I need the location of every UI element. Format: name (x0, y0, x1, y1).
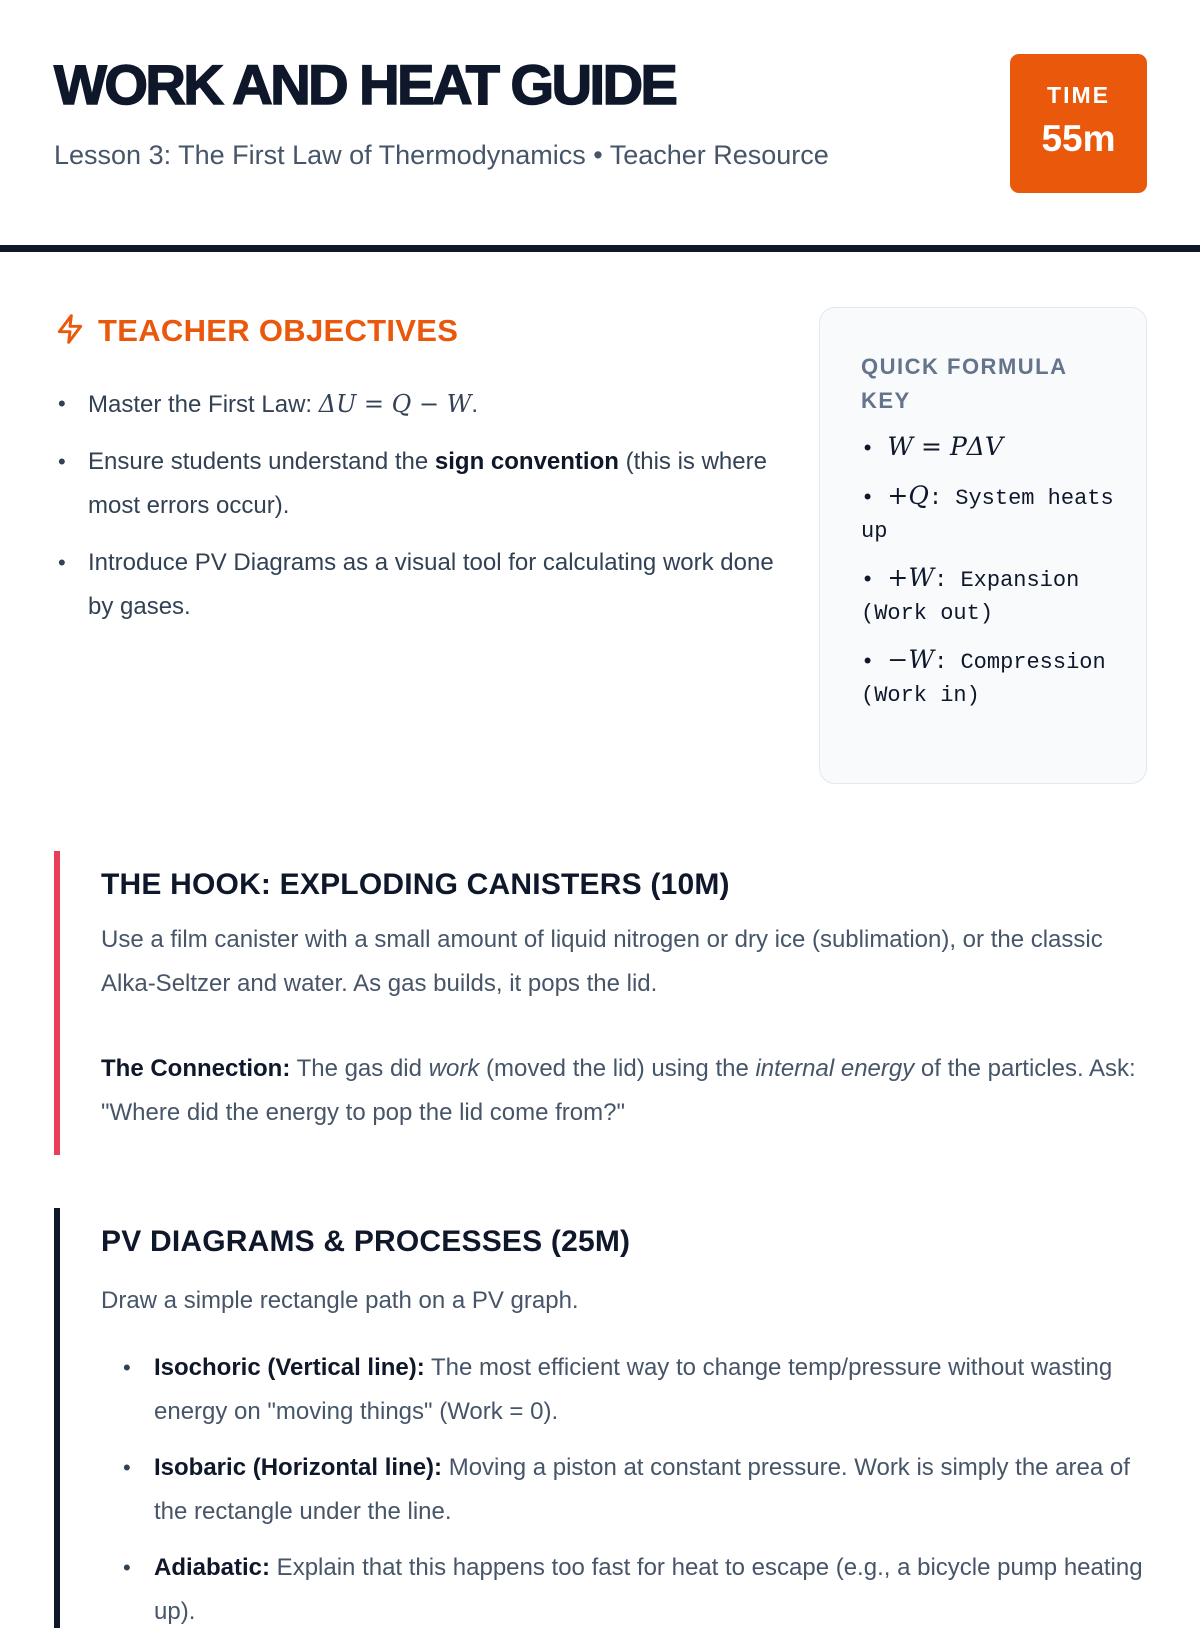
pv-section (54, 1208, 1154, 1628)
list-item: • Ensure students understand the sign convention (this is where most errors occur). (54, 440, 784, 528)
hook-paragraph: Use a film canister with a small amount of liquid nitrogen or dry ice (sublimation), or the classic Alka-Seltzer and water. As gas builds, it pops the lid. (101, 926, 1103, 997)
hook-connection: The Connection: The gas did work (moved the lid) using the internal energy of the particles. Ask: "Where did the energy to pop the lid come from?" (101, 1055, 1136, 1126)
first-law-formula: ΔU = Q − W (318, 390, 472, 418)
pv-intro: Draw a simple rectangle path on a PV graph. (101, 1287, 579, 1314)
page-subtitle: Lesson 3: The First Law of Thermodynamics • Teacher Resource (54, 140, 829, 170)
formula-item: • +Q: System heats up (861, 481, 1114, 544)
header-divider (0, 245, 1200, 252)
hook-section (54, 851, 1154, 1155)
formula-key-card (819, 307, 1147, 784)
objectives-heading (54, 311, 458, 351)
formula-key-list (861, 430, 1121, 725)
lightning-icon (54, 313, 86, 350)
hook-title: THE HOOK: EXPLODING CANISTERS (10M) (101, 868, 730, 901)
time-badge (1010, 54, 1147, 193)
list-item: • Adiabatic: Explain that this happens too fast for heat to escape (e.g., a bicycle pump heating up). (101, 1546, 1154, 1634)
time-label: TIME (1047, 82, 1110, 108)
formula-item: • +W: Expansion (Work out) (861, 563, 1080, 626)
time-value: 55m (1041, 118, 1116, 159)
formula-item: • W = PΔV (861, 432, 1003, 462)
pv-process-list (101, 1346, 1154, 1634)
list-item: • Isobaric (Horizontal line): Moving a piston at constant pressure. Work is simply the area of the rectangle under the line. (101, 1446, 1154, 1534)
objectives-heading-label: TEACHER OBJECTIVES (98, 313, 459, 348)
objectives-list (54, 382, 784, 642)
page-title: WORK AND HEAT GUIDE (54, 53, 676, 116)
formula-key-title: QUICK FORMULA KEY (861, 354, 1067, 413)
list-item: • Introduce PV Diagrams as a visual tool for calculating work done by gases. (54, 541, 784, 629)
formula-item: • −W: Compression (Work in) (861, 645, 1106, 708)
list-item: • Master the First Law: ΔU = Q − W. (54, 382, 784, 427)
page-header (0, 0, 1200, 254)
list-item: • Isochoric (Vertical line): The most efficient way to change temp/pressure without wasting energy on "moving things" (Work = 0). (101, 1346, 1154, 1434)
pv-title: PV DIAGRAMS & PROCESSES (25M) (101, 1225, 631, 1258)
